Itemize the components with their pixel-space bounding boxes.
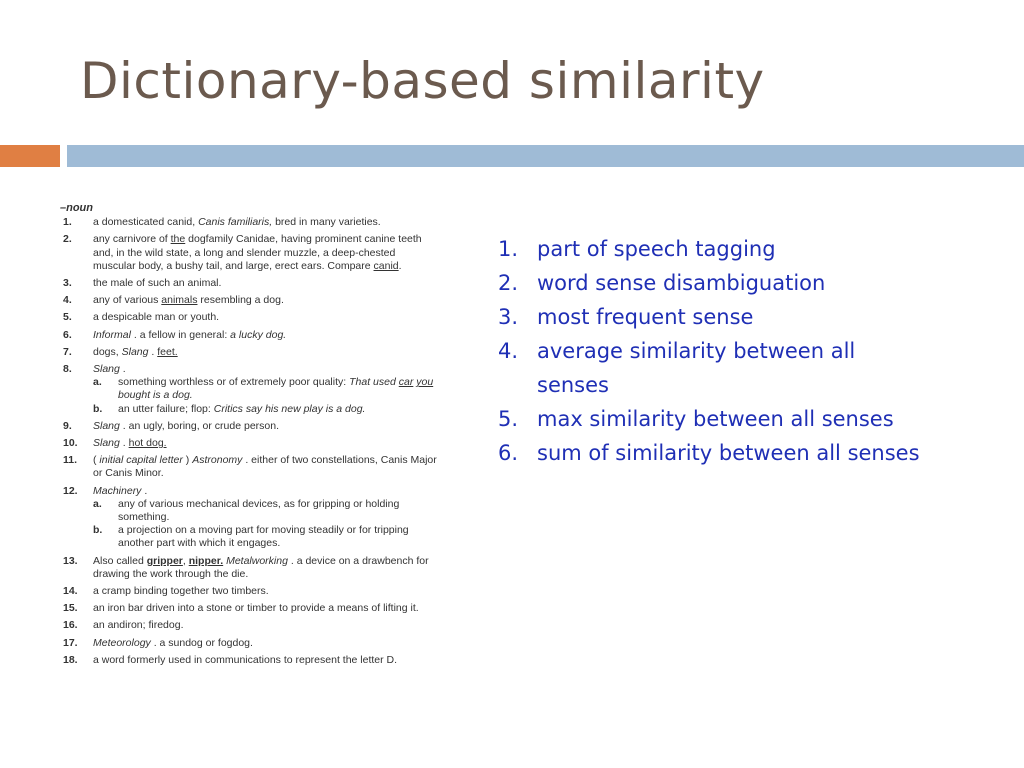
definition-text: a despicable man or youth.	[93, 311, 220, 324]
definition-entry	[60, 277, 440, 290]
definition-text: any of various	[93, 294, 162, 307]
cross-reference-link[interactable]: feet.	[157, 345, 178, 358]
definition-text: Canis familiaris,	[198, 216, 273, 229]
definition-text: bought is a dog.	[118, 389, 193, 402]
definition-text: .	[141, 484, 148, 497]
definition-body	[93, 363, 440, 376]
cross-reference-link[interactable]: the	[170, 233, 186, 246]
cross-reference-link[interactable]: canid	[373, 259, 399, 272]
definition-text: . a sundog or fogdog.	[150, 636, 253, 649]
definition-text: any carnivore of	[93, 233, 171, 246]
definition-entry	[60, 363, 440, 416]
definition-entry	[60, 216, 440, 229]
methods-list-item	[498, 334, 998, 402]
definition-number: 3.	[63, 277, 72, 290]
definition-text: Slang	[93, 419, 120, 432]
sub-definition-letter: a.	[93, 497, 102, 510]
sub-definition	[93, 403, 440, 416]
definition-number: 11.	[63, 454, 78, 467]
definition-text: Meteorology	[93, 636, 151, 649]
definition-number: 12.	[63, 484, 78, 497]
definition-entry	[60, 654, 440, 667]
definition-body	[93, 233, 440, 273]
definition-number: 6.	[63, 328, 72, 341]
definition-text: Slang	[121, 345, 149, 358]
definition-entry	[60, 585, 440, 598]
definition-text: . a device on a drawbench for drawing the work through the die.	[93, 554, 429, 580]
definition-text: (	[93, 454, 100, 467]
definition-body	[93, 619, 440, 632]
dictionary-entry-image	[60, 202, 440, 671]
cross-reference-link[interactable]: hot dog.	[128, 437, 167, 450]
definition-text: Also called	[93, 554, 147, 567]
cross-reference-link[interactable]: animals	[161, 294, 198, 307]
definition-body	[93, 420, 440, 433]
definition-number: 5.	[63, 311, 72, 324]
definition-entry	[60, 454, 440, 480]
definition-text: Slang	[93, 437, 120, 450]
definition-entry	[60, 346, 440, 359]
definition-body	[93, 485, 440, 498]
definition-text: something worthless or of extremely poor quality:	[118, 376, 350, 389]
definition-body	[93, 637, 440, 650]
list-item-text-continuation: senses	[537, 373, 609, 397]
accent-bar-blue	[67, 145, 1024, 167]
definition-text: )	[182, 454, 193, 467]
definition-text: .	[148, 345, 158, 358]
definition-entry	[60, 619, 440, 632]
definition-number: 4.	[63, 294, 72, 307]
methods-list-item	[498, 232, 998, 266]
definition-body	[93, 585, 440, 598]
definition-body	[93, 437, 440, 450]
definition-text: the male of such an animal.	[93, 277, 222, 290]
definition-number: 10.	[63, 437, 78, 450]
definition-entry	[60, 437, 440, 450]
sub-definition-letter: a.	[93, 376, 102, 389]
definition-text: ,	[182, 554, 189, 567]
list-item-text: part of speech tagging	[537, 237, 776, 261]
list-item-text: max similarity between all senses	[537, 407, 894, 431]
definition-text: Slang	[93, 363, 120, 376]
definition-entry	[60, 637, 440, 650]
definition-body	[93, 602, 440, 615]
definition-text: any of various mechanical devices, as for gripping or holding something.	[118, 497, 400, 524]
cross-reference-link[interactable]: car	[398, 376, 414, 389]
definition-text: .	[119, 363, 126, 376]
sub-definition-letter: b.	[93, 402, 103, 415]
definition-text: dogfamily Canidae, having prominent canine teeth and, in the wild state, a long and slender muzzle, a deep-chested muscular body, a bushy tail, and large, erect ears. Compare	[93, 233, 422, 272]
definition-text: .	[398, 259, 402, 272]
sub-definition	[93, 524, 440, 550]
definition-body	[93, 329, 440, 342]
list-item-number: 2.	[498, 271, 519, 295]
part-of-speech-label: –noun	[60, 202, 93, 214]
methods-list-item	[498, 436, 998, 470]
definition-text: an utter failure; flop:	[118, 402, 214, 415]
definition-text: Astronomy	[192, 454, 243, 467]
definition-entry	[60, 329, 440, 342]
definition-text: Critics say his new play is a dog.	[213, 402, 366, 415]
definition-text: an iron bar driven into a stone or timber to provide a means of lifting it.	[93, 602, 419, 615]
definition-text: an andiron; firedog.	[93, 619, 184, 632]
definition-text: Machinery	[93, 484, 142, 497]
definition-number: 17.	[63, 636, 78, 649]
definition-text: resembling a dog.	[197, 294, 284, 307]
definition-text: Informal	[93, 328, 131, 341]
definition-text: . a fellow in general:	[130, 328, 231, 341]
definition-number: 18.	[63, 653, 78, 666]
methods-list	[498, 232, 998, 470]
list-item-text: average similarity between all	[537, 339, 856, 363]
definition-entry	[60, 233, 440, 273]
definition-entry	[60, 485, 440, 551]
definition-number: 9.	[63, 419, 72, 432]
sub-definition-letter: b.	[93, 524, 103, 537]
list-item-number: 3.	[498, 305, 519, 329]
definition-number: 13.	[63, 554, 78, 567]
cross-reference-link[interactable]: gripper	[146, 554, 183, 567]
list-item-number: 1.	[498, 237, 519, 261]
definition-entry	[60, 294, 440, 307]
methods-list-item	[498, 266, 998, 300]
definition-body	[93, 294, 440, 307]
definition-text: a projection on a moving part for moving steadily or for tripping another part with which it engages.	[118, 524, 409, 550]
definition-entry	[60, 602, 440, 615]
definition-number: 8.	[63, 363, 72, 376]
definition-text: .	[119, 437, 129, 450]
definition-text: That used	[349, 376, 399, 389]
definition-body	[93, 346, 440, 359]
definition-number: 2.	[63, 233, 72, 246]
definition-text: a cramp binding together two timbers.	[93, 585, 269, 598]
definition-text: bred in many varieties.	[272, 216, 381, 229]
methods-list-item	[498, 402, 998, 436]
definition-number: 16.	[63, 619, 78, 632]
cross-reference-link[interactable]: nipper.	[188, 554, 224, 567]
definition-body	[93, 216, 440, 229]
slide-title: Dictionary-based similarity	[80, 52, 765, 110]
definition-text: a domesticated canid,	[93, 216, 199, 229]
list-item-number: 5.	[498, 407, 519, 431]
definition-body	[93, 311, 440, 324]
definition-list	[60, 216, 440, 667]
sub-definition	[93, 376, 440, 402]
definition-entry	[60, 420, 440, 433]
methods-list-item	[498, 300, 998, 334]
definition-text: dogs,	[93, 345, 122, 358]
definition-text: Metalworking	[226, 554, 288, 567]
definition-number: 14.	[63, 585, 78, 598]
definition-body	[93, 654, 440, 667]
definition-text: a lucky dog.	[230, 328, 287, 341]
list-item-text: word sense disambiguation	[537, 271, 826, 295]
list-item-text: most frequent sense	[537, 305, 754, 329]
list-item-text: sum of similarity between all senses	[537, 441, 920, 465]
definition-body	[93, 277, 440, 290]
list-item-number: 4.	[498, 339, 519, 363]
definition-entry	[60, 555, 440, 581]
definition-body	[93, 555, 440, 581]
accent-bar-orange	[0, 145, 60, 167]
definition-entry	[60, 311, 440, 324]
definition-number: 7.	[63, 345, 72, 358]
definition-text: initial capital letter	[99, 454, 183, 467]
definition-body	[93, 454, 440, 480]
definition-text: . either of two constellations, Canis Major or Canis Minor.	[93, 454, 437, 480]
definition-text: . an ugly, boring, or crude person.	[119, 419, 280, 432]
definition-number: 1.	[63, 216, 72, 229]
definition-text: a word formerly used in communications to represent the letter D.	[93, 653, 398, 666]
list-item-number: 6.	[498, 441, 519, 465]
sub-definition	[93, 498, 440, 524]
definition-number: 15.	[63, 602, 78, 615]
cross-reference-link[interactable]: you	[416, 376, 434, 389]
